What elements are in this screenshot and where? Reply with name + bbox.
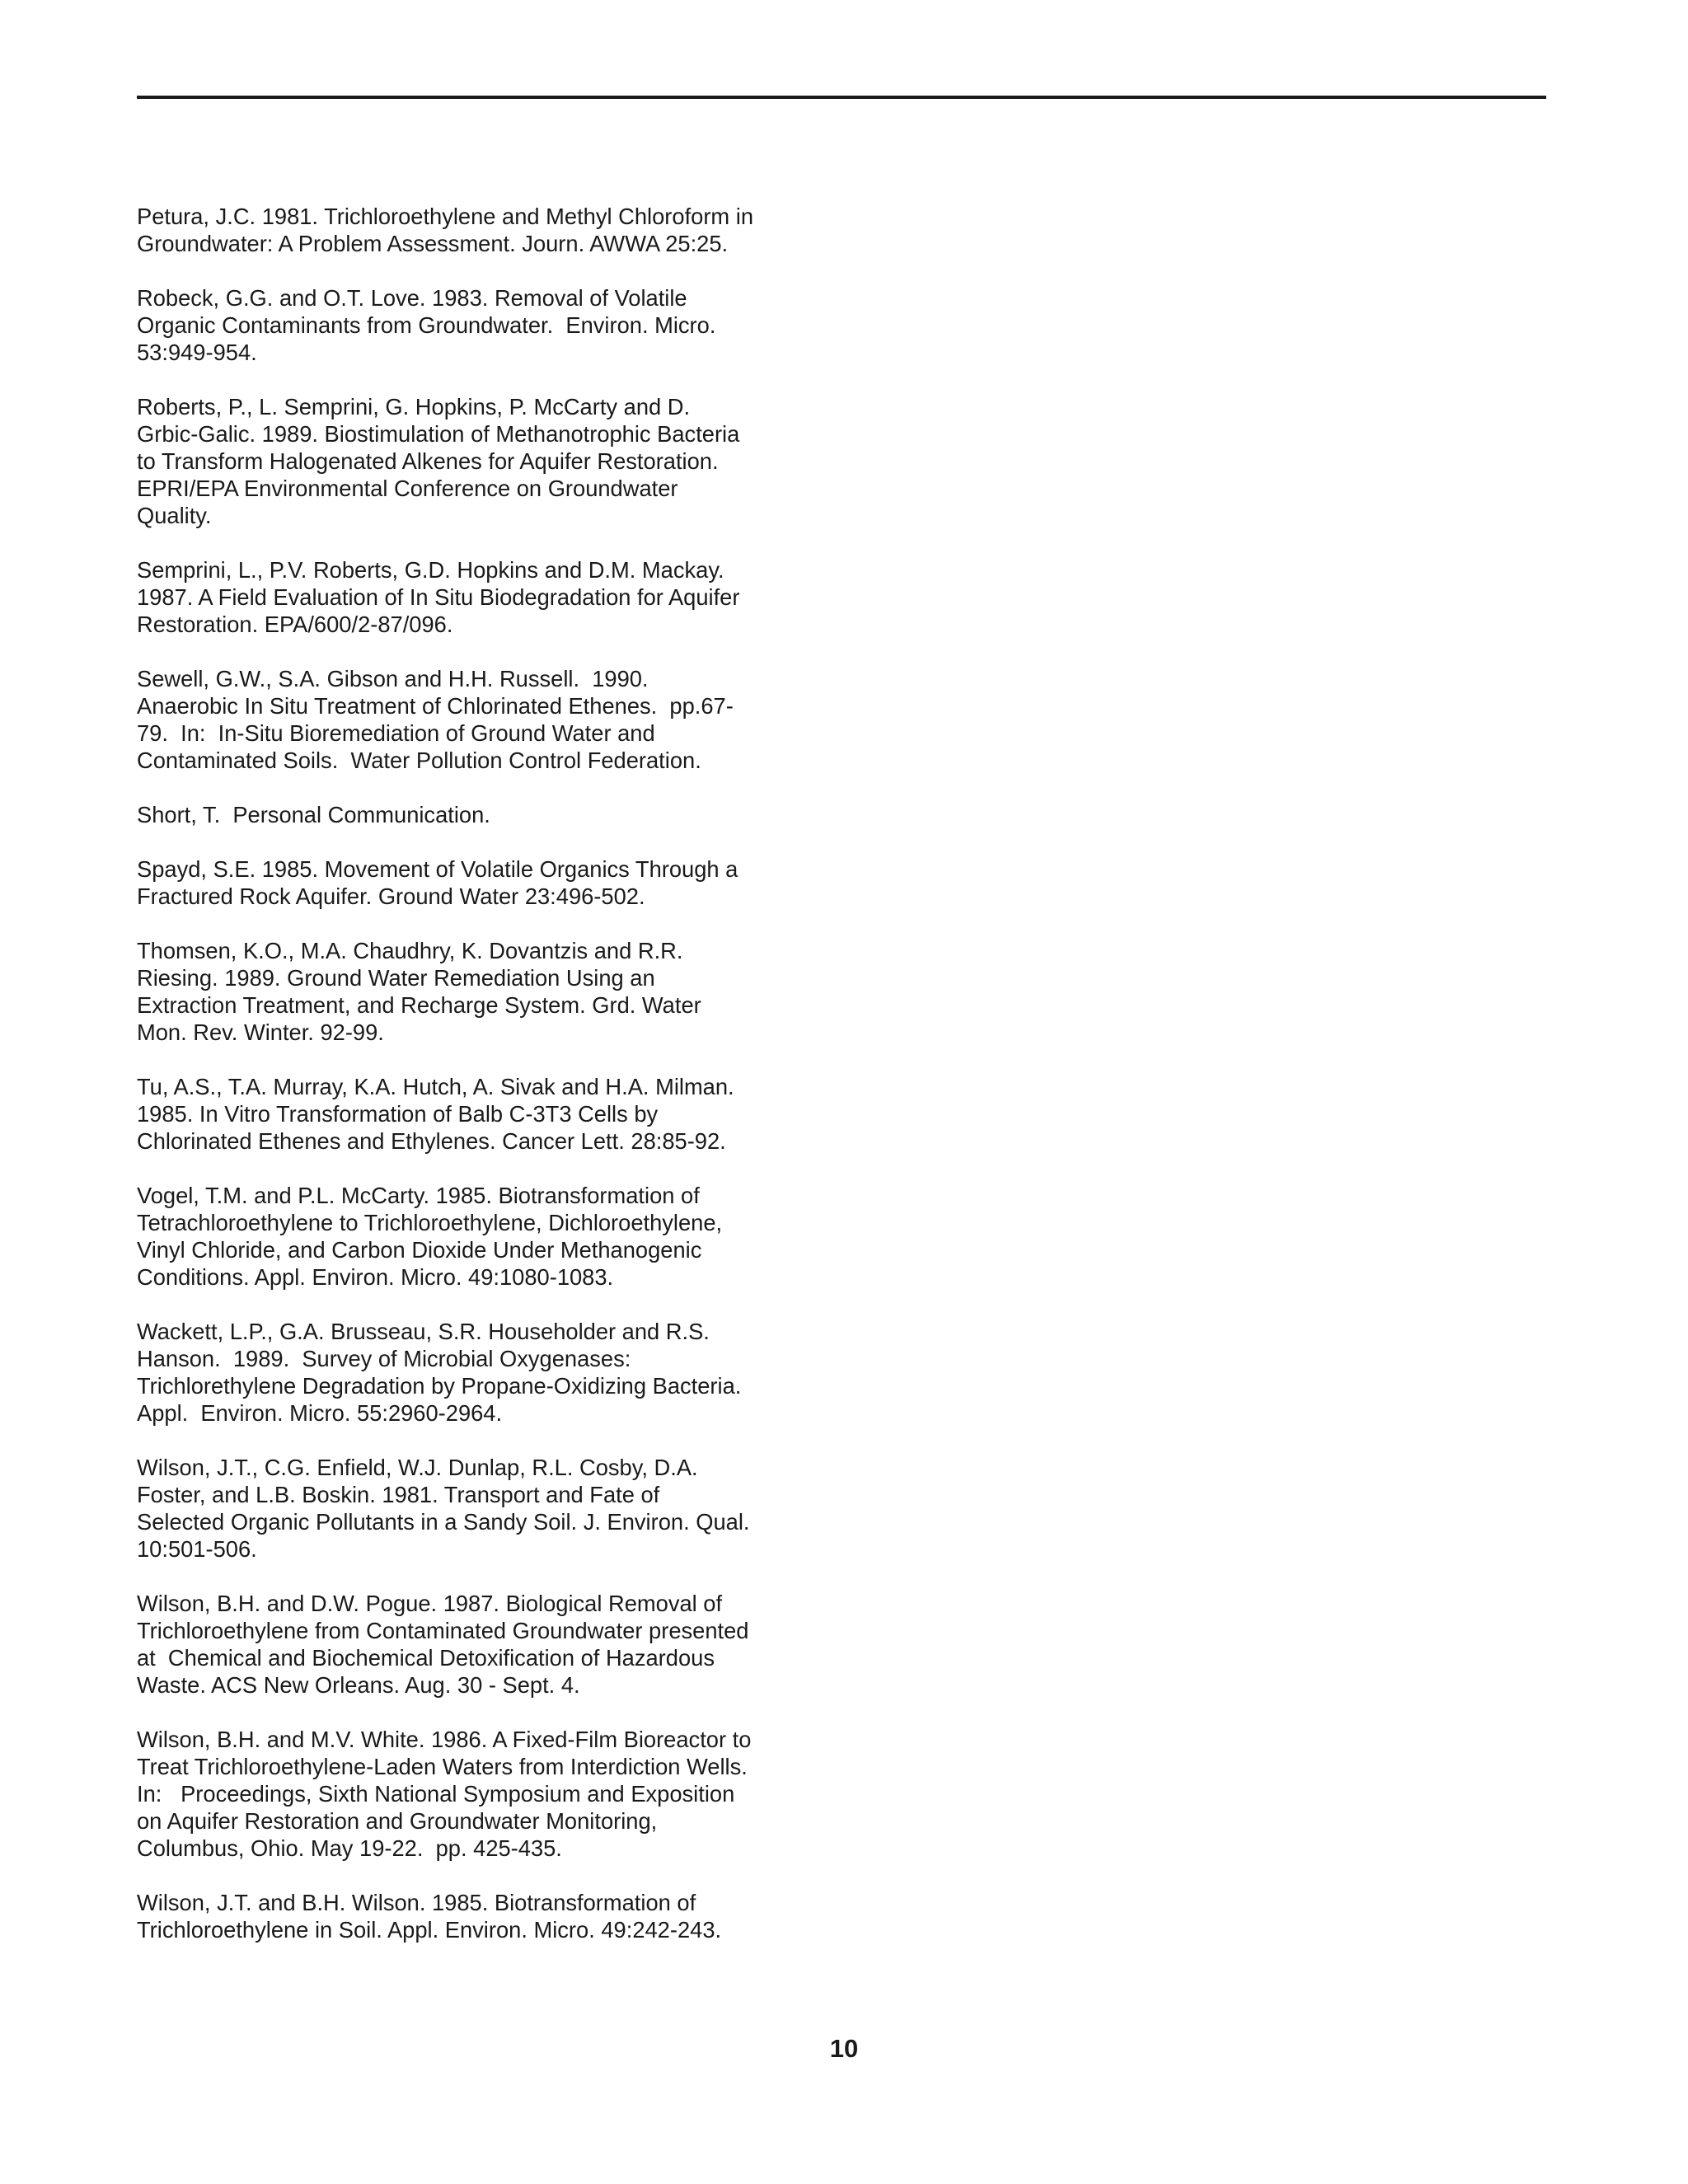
reference-entry [137,1889,837,1943]
reference-entry [137,203,837,257]
reference-line: 53:949-954. [137,340,257,365]
reference-entry [137,937,837,1046]
reference-line: Mon. Rev. Winter. 92-99. [137,1019,384,1045]
reference-line: Wilson, J.T., C.G. Enfield, W.J. Dunlap, R.L. Cosby, D.A. [137,1455,698,1480]
reference-entry [137,1073,837,1155]
reference-line: at Chemical and Biochemical Detoxification of Hazardous [137,1645,715,1671]
reference-line: Wilson, B.H. and D.W. Pogue. 1987. Biological Removal of [137,1591,723,1616]
reference-line: Waste. ACS New Orleans. Aug. 30 - Sept. 4. [137,1672,580,1698]
reference-entry [137,1726,837,1862]
reference-line: Conditions. Appl. Environ. Micro. 49:1080-1083. [137,1264,614,1290]
reference-line: Restoration. EPA/600/2-87/096. [137,612,453,637]
reference-list [137,203,837,1971]
reference-line: Thomsen, K.O., M.A. Chaudhry, K. Dovantzis and R.R. [137,938,683,963]
reference-entry [137,801,837,828]
reference-line: Hanson. 1989. Survey of Microbial Oxygenases: [137,1346,631,1371]
reference-line: Short, T. Personal Communication. [137,802,490,827]
reference-line: Contaminated Soils. Water Pollution Control Federation. [137,748,701,773]
reference-line: 1985. In Vitro Transformation of Balb C-3T3 Cells by [137,1101,659,1127]
reference-entry [137,1318,837,1427]
reference-line: Treat Trichloroethylene-Laden Waters from Interdiction Wells. [137,1754,748,1779]
reference-entry [137,665,837,774]
reference-line: 79. In: In-Situ Bioremediation of Ground Water and [137,720,655,746]
reference-entry [137,1590,837,1699]
reference-line: Semprini, L., P.V. Roberts, G.D. Hopkins and D.M. Mackay. [137,557,724,583]
reference-line: Quality. [137,503,212,528]
reference-entry [137,556,837,638]
reference-line: Columbus, Ohio. May 19-22. pp. 425-435. [137,1835,562,1861]
reference-line: Petura, J.C. 1981. Trichloroethylene and Methyl Chloroform in [137,204,753,229]
reference-line: Wilson, B.H. and M.V. White. 1986. A Fixed-Film Bioreactor to [137,1727,752,1752]
reference-entry [137,284,837,366]
reference-line: Organic Contaminants from Groundwater. Environ. Micro. [137,312,716,338]
reference-line: Selected Organic Pollutants in a Sandy Soil. J. Environ. Qual. [137,1509,750,1535]
reference-line: Robeck, G.G. and O.T. Love. 1983. Removal of Volatile [137,285,687,311]
reference-line: on Aquifer Restoration and Groundwater Monitoring, [137,1808,658,1834]
reference-line: Groundwater: A Problem Assessment. Journ. AWWA 25:25. [137,231,729,256]
reference-line: to Transform Halogenated Alkenes for Aquifer Restoration. [137,448,719,474]
reference-line: Trichloroethylene from Contaminated Groundwater presented [137,1618,749,1643]
reference-line: Anaerobic In Situ Treatment of Chlorinated Ethenes. pp.67- [137,693,734,719]
reference-line: Chlorinated Ethenes and Ethylenes. Cancer Lett. 28:85-92. [137,1128,726,1154]
reference-line: Appl. Environ. Micro. 55:2960-2964. [137,1400,503,1426]
reference-line: Wackett, L.P., G.A. Brusseau, S.R. Householder and R.S. [137,1319,710,1344]
reference-line: Vinyl Chloride, and Carbon Dioxide Under Methanogenic [137,1237,702,1263]
reference-line: Sewell, G.W., S.A. Gibson and H.H. Russell. 1990. [137,666,649,691]
reference-line: Vogel, T.M. and P.L. McCarty. 1985. Biotransformation of [137,1183,700,1208]
reference-line: Extraction Treatment, and Recharge System. Grd. Water [137,992,701,1018]
reference-entry [137,855,837,910]
reference-line: Fractured Rock Aquifer. Ground Water 23:496-502. [137,883,645,909]
header-rule [137,96,1546,99]
reference-line: EPRI/EPA Environmental Conference on Groundwater [137,476,678,501]
reference-entry [137,1454,837,1563]
reference-line: Foster, and L.B. Boskin. 1981. Transport and Fate of [137,1482,660,1507]
reference-line: Tu, A.S., T.A. Murray, K.A. Hutch, A. Sivak and H.A. Milman. [137,1074,734,1099]
page-number: 10 [829,2034,859,2063]
reference-line: Trichloroethylene in Soil. Appl. Environ. Micro. 49:242-243. [137,1917,722,1943]
reference-line: Spayd, S.E. 1985. Movement of Volatile Organics Through a [137,856,738,882]
reference-line: Roberts, P., L. Semprini, G. Hopkins, P. McCarty and D. [137,394,691,419]
reference-line: In: Proceedings, Sixth National Symposium and Exposition [137,1781,735,1807]
reference-line: Wilson, J.T. and B.H. Wilson. 1985. Biotransformation of [137,1890,696,1915]
reference-line: Trichlorethylene Degradation by Propane-Oxidizing Bacteria. [137,1373,742,1399]
reference-line: Grbic-Galic. 1989. Biostimulation of Methanotrophic Bacteria [137,421,740,447]
reference-entry [137,1182,837,1291]
reference-line: Tetrachloroethylene to Trichloroethylene, Dichloroethylene, [137,1210,723,1235]
reference-line: Riesing. 1989. Ground Water Remediation Using an [137,965,655,991]
reference-line: 10:501-506. [137,1536,257,1562]
reference-entry [137,393,837,529]
reference-line: 1987. A Field Evaluation of In Situ Biodegradation for Aquifer [137,584,740,610]
